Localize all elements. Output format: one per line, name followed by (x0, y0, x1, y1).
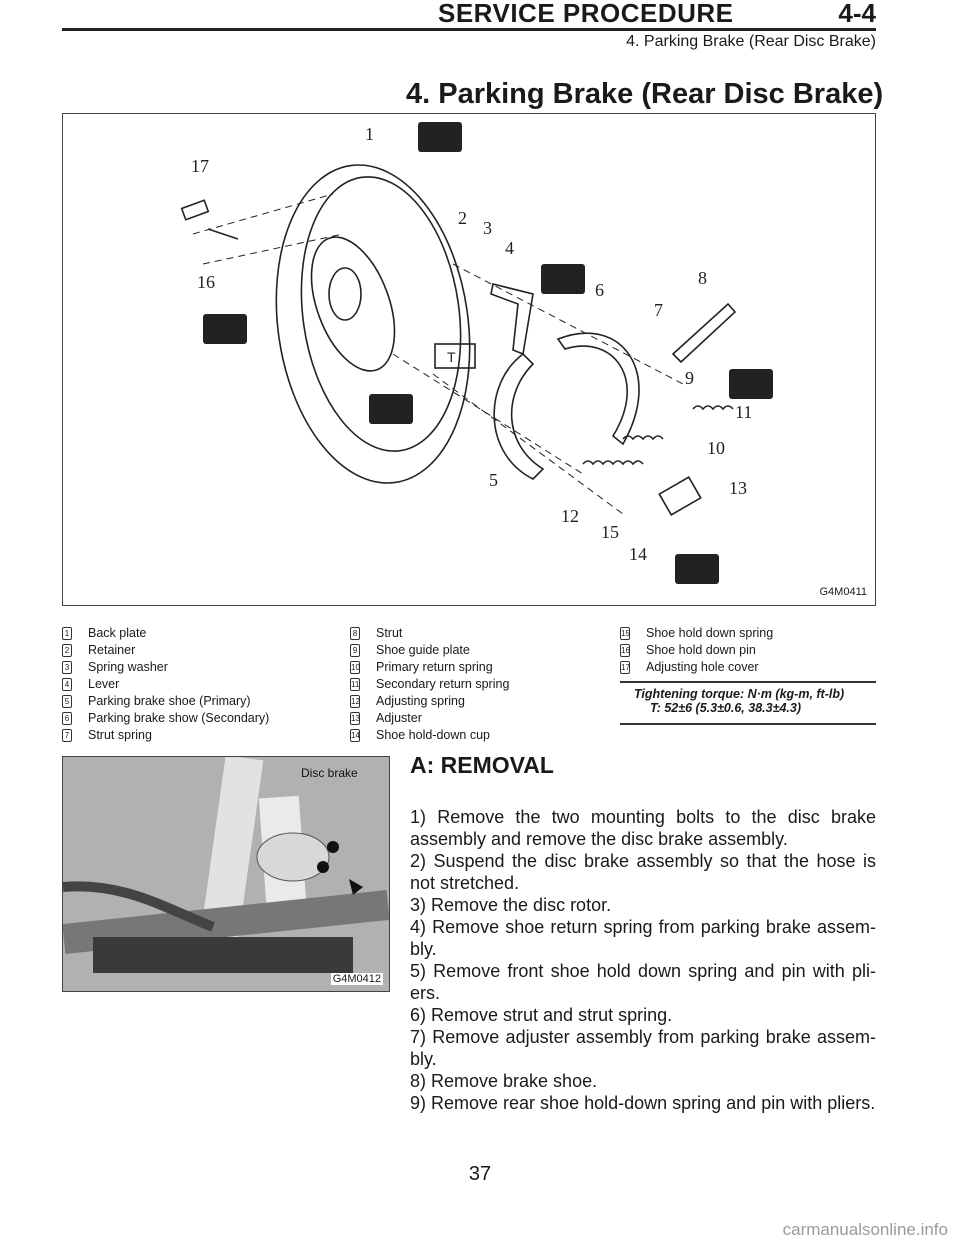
callout-3: 3 (483, 218, 492, 238)
legend-text: Shoe hold-down cup (376, 728, 490, 742)
legend-text: Strut spring (88, 728, 152, 742)
legend-number: 17 (621, 663, 630, 672)
removal-step: 2) Suspend the disc brake assembly so that the hose is not stretched. (410, 851, 876, 893)
legend-number: 1 (62, 627, 72, 640)
removal-step: 5) Remove front shoe hold down spring and pin with pli-ers. (410, 961, 876, 1003)
callout-17: 17 (191, 156, 209, 176)
legend-text: Retainer (88, 643, 136, 657)
removal-heading: A: REMOVAL (410, 752, 554, 778)
legend-text: Secondary return spring (376, 677, 510, 691)
legend-item (62, 659, 269, 676)
legend-number: 15 (621, 629, 630, 638)
legend-text: Primary return spring (376, 660, 493, 674)
legend-number: 8 (350, 627, 360, 640)
legend-text: Adjusting hole cover (646, 660, 759, 674)
legend-column-1 (62, 625, 269, 744)
watermark-link[interactable]: carmanualsonline.info (782, 1220, 948, 1239)
callout-9: 9 (685, 368, 694, 388)
back-plate-shape (257, 152, 490, 495)
callout-12: 12 (561, 506, 579, 526)
callout-13: 13 (729, 478, 747, 498)
callout-5: 5 (489, 470, 498, 490)
legend-number: 9 (350, 644, 360, 657)
legend-number: 16 (621, 646, 630, 655)
primary-shoe-shape (494, 354, 543, 479)
legend-item (62, 642, 269, 659)
legend-item (62, 710, 269, 727)
legend-number: 14 (351, 731, 360, 740)
figure2-code: G4M0412 (332, 973, 381, 985)
legend-item (350, 710, 509, 727)
legend-column-2 (350, 625, 509, 744)
disc-brake-photo (63, 757, 389, 991)
removal-step: 1) Remove the two mounting bolts to the disc brake assembly and remove the disc brake assembly. (410, 807, 876, 849)
adjuster-shape (659, 477, 700, 515)
legend-text: Parking brake show (Secondary) (88, 711, 270, 725)
legend-number: 6 (62, 712, 72, 725)
removal-steps (410, 806, 876, 1114)
callout-2: 2 (458, 208, 467, 228)
removal-step: 9) Remove rear shoe hold-down spring and pin with pliers. (410, 1093, 876, 1113)
header-chapter-number: 4-4 (838, 0, 876, 28)
callout-4: 4 (505, 238, 514, 258)
removal-step: 8) Remove brake shoe. (410, 1071, 598, 1091)
page-number: 37 (468, 1163, 492, 1185)
disc-brake-photo-figure (62, 756, 390, 992)
callout-15: 15 (601, 522, 619, 542)
legend-number: 7 (62, 729, 72, 742)
header-section-title: SERVICE PROCEDURE (438, 0, 734, 28)
legend-text: Strut (376, 626, 403, 640)
legend-text: Shoe hold down pin (646, 643, 756, 657)
legend-number: 10 (351, 663, 360, 672)
removal-step: 4) Remove shoe return spring from parking brake assem-bly. (410, 917, 876, 959)
photo-label-disc-brake: Disc brake (301, 766, 358, 780)
legend-number: 4 (62, 678, 72, 691)
legend-item (350, 727, 509, 744)
legend-number: 12 (351, 697, 360, 706)
legend-text: Adjusting spring (376, 694, 465, 708)
callout-6: 6 (595, 280, 604, 300)
legend-text: Lever (88, 677, 120, 691)
callout-10: 10 (707, 438, 725, 458)
legend-item (620, 642, 773, 659)
torque-spec-box (620, 681, 876, 725)
secondary-shoe-shape (558, 333, 639, 444)
torque-marker-label: T (447, 349, 456, 365)
legend-item (350, 659, 509, 676)
legend-item (620, 659, 773, 676)
callout-1: 1 (365, 124, 374, 144)
legend-item (350, 693, 509, 710)
legend-number: 13 (351, 714, 360, 723)
legend-number: 2 (62, 644, 72, 657)
legend-column-3 (620, 625, 773, 676)
removal-step: 3) Remove the disc rotor. (410, 895, 612, 915)
legend-item (62, 727, 269, 744)
legend-number: 11 (351, 680, 360, 689)
exploded-diagram-figure (62, 113, 876, 606)
header-rule (62, 28, 876, 31)
torque-label: Tightening torque: N·m (kg-m, ft-lb) (634, 687, 845, 701)
parking-brake-diagram (63, 114, 875, 605)
legend-text: Adjuster (376, 711, 422, 725)
legend-text: Shoe guide plate (376, 643, 470, 657)
legend-item (62, 676, 269, 693)
legend-item (350, 676, 509, 693)
legend-item (62, 625, 269, 642)
header-subtitle: 4. Parking Brake (Rear Disc Brake) (626, 33, 876, 50)
callout-7: 7 (654, 300, 663, 320)
page-title: 4. Parking Brake (Rear Disc Brake) (406, 78, 884, 110)
legend-item (62, 693, 269, 710)
figure-code: G4M0411 (819, 586, 867, 598)
callout-11: 11 (735, 402, 753, 422)
removal-step: 7) Remove adjuster assembly from parking brake assem-bly. (410, 1027, 876, 1069)
legend-text: Shoe hold down spring (646, 626, 774, 640)
legend-text: Parking brake shoe (Primary) (88, 694, 251, 708)
callout-14: 14 (629, 544, 647, 564)
legend-text: Back plate (88, 626, 147, 640)
torque-value: T: 52±6 (5.3±0.6, 38.3±4.3) (650, 701, 801, 715)
callout-16: 16 (197, 272, 215, 292)
callout-8: 8 (698, 268, 707, 288)
removal-step: 6) Remove strut and strut spring. (410, 1005, 673, 1025)
legend-text: Spring washer (88, 660, 168, 674)
legend-number: 5 (62, 695, 72, 708)
legend-item (620, 625, 773, 642)
legend-number: 3 (62, 661, 72, 674)
legend-item (350, 625, 509, 642)
legend-item (350, 642, 509, 659)
